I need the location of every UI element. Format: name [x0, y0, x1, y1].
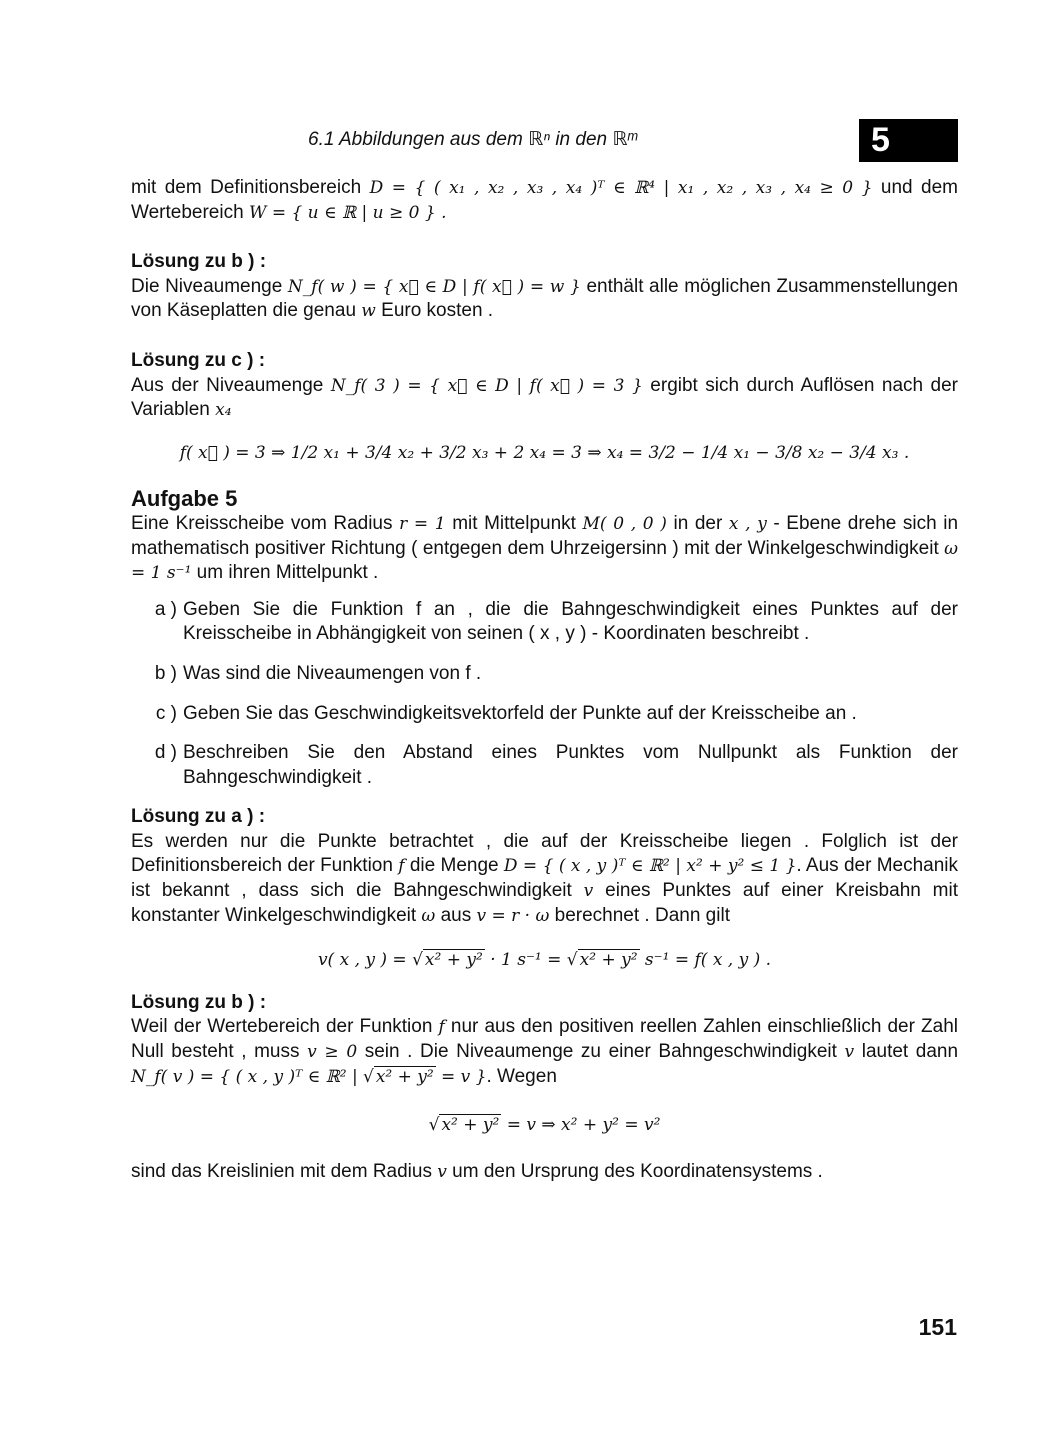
solution-b2-text: Weil der Wertebereich der Funktion f nur aus den positiven reellen Zahlen einschließlich der Zahl Null besteht , muss v ≥ 0 sein . Die Niveaumenge zu einer Bahngeschwindigkeit v lautet dann N_f( v ) = { ( x , y )ᵀ ∈ ℝ² | √ x² + y² = v }. Wegen [131, 1016, 959, 1087]
solution-a-heading: Lösung zu a ) : [131, 806, 266, 828]
task-item: d ) Beschreiben Sie den Abstand eines Punktes vom Nullpunkt als Funktion der Bahngeschwindigkeit . [154, 742, 958, 788]
chapter-badge: 5 [859, 119, 958, 162]
task-item: c ) Geben Sie das Geschwindigkeitsvektorfeld der Punkte auf der Kreisscheibe an . [155, 702, 857, 724]
solution-a-display-formula: v( x , y ) = √ x² + y² · 1 s⁻¹ = √ x² + y² s⁻¹ = f( x , y ) . [317, 950, 772, 971]
solution-b2-display-formula: √ x² + y² = v ⇒ x² + y² = v² [428, 1115, 661, 1136]
domain-formula: D = { ( x₁ , x₂ , x₃ , x₄ )ᵀ ∈ ℝ⁴ | x₁ , x₂ , x₃ , x₄ ≥ 0 } [369, 178, 873, 198]
page-content [131, 176, 958, 1184]
solution-b-text: Die Niveaumenge N_f( w ) = { x⃗ ∈ D | f( x⃗ ) = w } enthält alle möglichen Zusammenstellungen von Käseplatten die genau w Euro kosten . [131, 275, 959, 322]
exercise-text: Eine Kreisscheibe vom Radius r = 1 mit Mittelpunkt M( 0 , 0 ) in der x , y - Ebene drehe sich in mathematisch positiver Richtung ( entgegen dem Uhrzeigersinn ) mit der Winkelgeschwindigkeit ω = 1 s⁻¹ um ihren Mittelpunkt . [131, 512, 959, 584]
solution-c-heading: Lösung zu c ) : [131, 349, 266, 371]
solution-c-text: Aus der Niveaumenge N_f( 3 ) = { x⃗ ∈ D | f( x⃗ ) = 3 } ergibt sich durch Auflösen nach der Variablen x₄ [131, 374, 959, 421]
solution-b2-conclusion: sind das Kreislinien mit dem Radius v um den Ursprung des Koordinatensystems . [131, 1160, 823, 1182]
task-item: b ) Was sind die Niveaumengen von f . [154, 662, 482, 684]
running-header: 6.1 Abbildungen aus dem ℝⁿ in den ℝᵐ [308, 129, 637, 150]
task-list [131, 598, 958, 791]
range-formula: W = { u ∈ ℝ | u ≥ 0 } . [248, 202, 447, 223]
solution-a-text: Es werden nur die Punkte betrachtet , die auf der Kreisscheibe liegen . Folglich ist der Definitionsbereich der Funktion f die Menge D = { ( x , y )ᵀ ∈ ℝ² | x² + y² ≤ 1 }. Aus der Mechanik ist bekannt , dass sich die Bahngeschwindigkeit v eines Punktes auf einer Kreisbahn mit konstanter Winkelgeschwindigkeit ω aus v = r · ω berechnet . Dann gilt [131, 830, 959, 926]
solution-b-heading: Lösung zu b ) : [131, 251, 267, 273]
solution-b2-heading: Lösung zu b ) : [131, 991, 267, 1013]
solution-c-display-formula: f( x⃗ ) = 3 ⇒ 1/2 x₁ + 3/4 x₂ + 3/2 x₃ + 2 x₄ = 3 ⇒ x₄ = 3/2 − 1/4 x₁ − 3/8 x₂ − 3/4 x₃ . [179, 442, 910, 463]
page-number: 151 [918, 1314, 957, 1340]
intro-paragraph: mit dem Definitionsbereich D = { ( x₁ , x₂ , x₃ , x₄ )ᵀ ∈ ℝ⁴ | x₁ , x₂ , x₃ , x₄ ≥ 0 } und dem Wertebereich W = { u ∈ ℝ | u ≥ 0 } . [131, 177, 958, 223]
task-item: a ) Geben Sie die Funktion f an , die die Bahngeschwindigkeit eines Punktes auf der Kreisscheibe in Abhängigkeit von seinen ( x , y ) - Koordinaten beschreibt . [154, 598, 958, 645]
exercise-title: Aufgabe 5 [131, 486, 238, 512]
